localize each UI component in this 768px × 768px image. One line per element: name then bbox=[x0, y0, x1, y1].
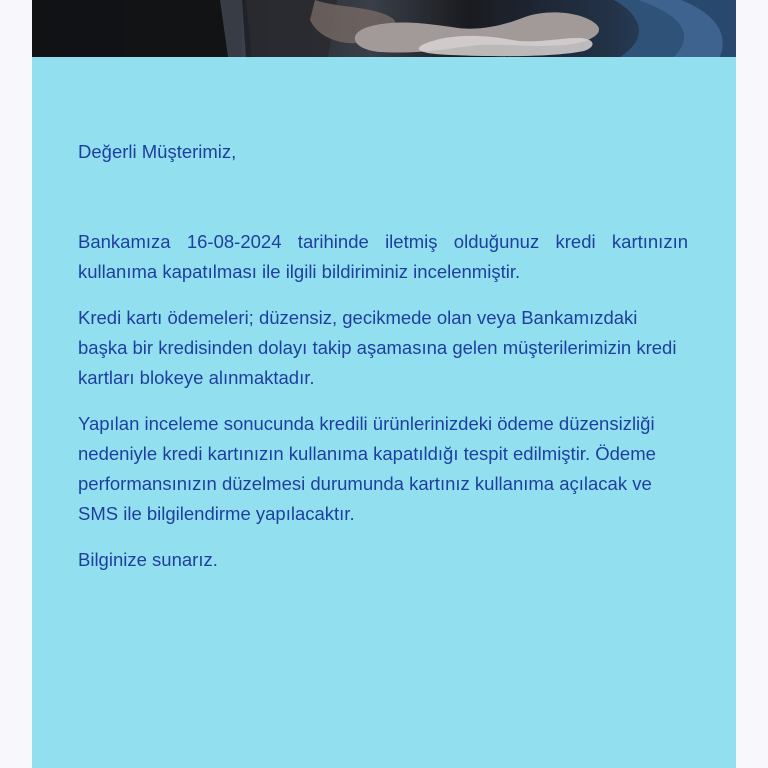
paragraph-closing: Bilginize sunarız. bbox=[78, 549, 218, 570]
email-card bbox=[32, 0, 736, 768]
header-photo-graphic bbox=[32, 0, 736, 57]
header-photo bbox=[32, 0, 736, 57]
greeting-text: Değerli Müşterimiz, bbox=[78, 141, 237, 162]
email-body bbox=[78, 227, 688, 591]
email-content bbox=[32, 57, 736, 768]
paragraph-notice: Bankamıza 16-08-2024 tarihinde iletmiş olduğunuz kredi kartınızın kullanıma kapatılması ile ilgili bildiriminiz incelenmiştir. bbox=[78, 231, 688, 282]
paragraph-review-result: Yapılan inceleme sonucunda kredili ürünlerinizdeki ödeme düzensizliği nedeniyle kredi kartınızın kullanıma kapatıldığı tespit edilmiştir. Ödeme performansınızın düzelmesi durumunda kartınız kullanıma açılacak ve SMS ile bilgilendirme yapılacaktır. bbox=[78, 413, 656, 524]
paragraph-policy: Kredi kartı ödemeleri; düzensiz, gecikmede olan veya Bankamızdaki başka bir kredisinden dolayı takip aşamasına gelen müşterilerimizin kredi kartları blokeye alınmaktadır. bbox=[78, 307, 677, 388]
